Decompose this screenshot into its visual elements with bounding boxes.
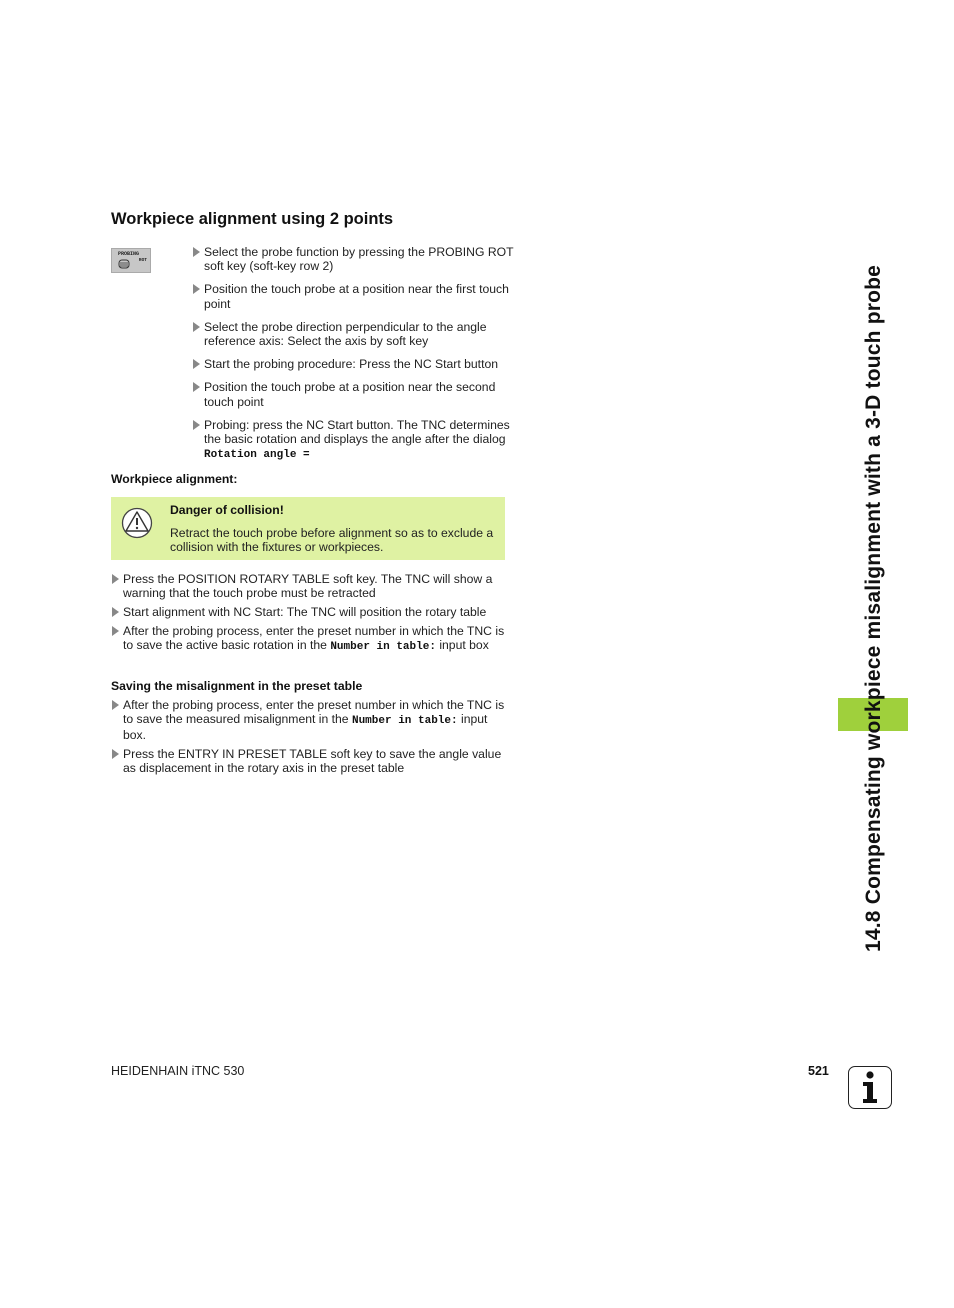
probe-icon bbox=[118, 258, 132, 270]
info-glyph-icon bbox=[849, 1067, 890, 1107]
dialog-code: Number in table: bbox=[330, 641, 436, 653]
dialog-code: Number in table: bbox=[351, 715, 458, 728]
procedure-steps bbox=[192, 245, 522, 471]
arrow-right-icon bbox=[112, 749, 119, 759]
section-title: Workpiece alignment using 2 points bbox=[111, 210, 394, 228]
chapter-title: 14.8 Compensating workpiece misalignment with a 3-D touch probe bbox=[862, 264, 885, 952]
arrow-right-icon bbox=[112, 626, 119, 636]
list-item: After the probing process, enter the preset number in which the TNC is to save the active basic rotation in the Number in table: input box bbox=[111, 624, 511, 654]
alignment-heading: Workpiece alignment: bbox=[111, 472, 238, 486]
arrow-right-icon bbox=[112, 574, 119, 584]
dialog-code: Rotation angle = bbox=[204, 449, 310, 462]
saving-heading: Saving the misalignment in the preset table bbox=[111, 679, 363, 693]
warning-box bbox=[111, 497, 505, 560]
arrow-right-icon bbox=[193, 382, 200, 392]
arrow-right-icon bbox=[193, 322, 200, 332]
arrow-right-icon bbox=[193, 359, 200, 369]
softkey-label-line2: ROT bbox=[138, 258, 147, 263]
page-number: 521 bbox=[808, 1064, 829, 1078]
list-item: Press the ENTRY IN PRESET TABLE soft key to save the angle value as displacement in the rotary axis in the preset table bbox=[111, 747, 511, 775]
arrow-right-icon bbox=[193, 247, 200, 257]
probing-rot-softkey-icon bbox=[111, 248, 151, 273]
arrow-right-icon bbox=[112, 607, 119, 617]
list-item: Start alignment with NC Start: The TNC will position the rotary table bbox=[111, 605, 511, 619]
warning-title: Danger of collision! bbox=[170, 503, 284, 517]
saving-steps bbox=[111, 698, 511, 780]
alignment-steps bbox=[111, 572, 511, 659]
arrow-right-icon bbox=[112, 700, 119, 710]
warning-body: Retract the touch probe before alignment so as to exclude a collision with the fixtures or workpieces. bbox=[170, 526, 494, 555]
list-item: Select the probe function by pressing the PROBING ROT soft key (soft-key row 2) bbox=[192, 245, 522, 274]
arrow-right-icon bbox=[193, 420, 200, 430]
footer-manual: HEIDENHAIN iTNC 530 bbox=[111, 1064, 245, 1078]
list-item: After the probing process, enter the preset number in which the TNC is to save the measured misalignment in the Number in table: input box. bbox=[111, 698, 511, 743]
list-item: Press the POSITION ROTARY TABLE soft key. The TNC will show a warning that the touch probe must be retracted bbox=[111, 572, 511, 600]
info-icon bbox=[848, 1066, 892, 1109]
list-item: Position the touch probe at a position near the second touch point bbox=[192, 380, 522, 409]
list-item: Select the probe direction perpendicular to the angle reference axis: Select the axis by soft key bbox=[192, 320, 522, 349]
softkey-label-line1: PROBING bbox=[118, 251, 140, 257]
arrow-right-icon bbox=[193, 284, 200, 294]
list-item: Start the probing procedure: Press the NC Start button bbox=[192, 357, 522, 371]
warning-icon bbox=[120, 507, 154, 539]
list-item: Probing: press the NC Start button. The TNC determines the basic rotation and displays the angle after the dialog Rotation angle = bbox=[192, 418, 522, 463]
list-item: Position the touch probe at a position near the first touch point bbox=[192, 282, 522, 311]
